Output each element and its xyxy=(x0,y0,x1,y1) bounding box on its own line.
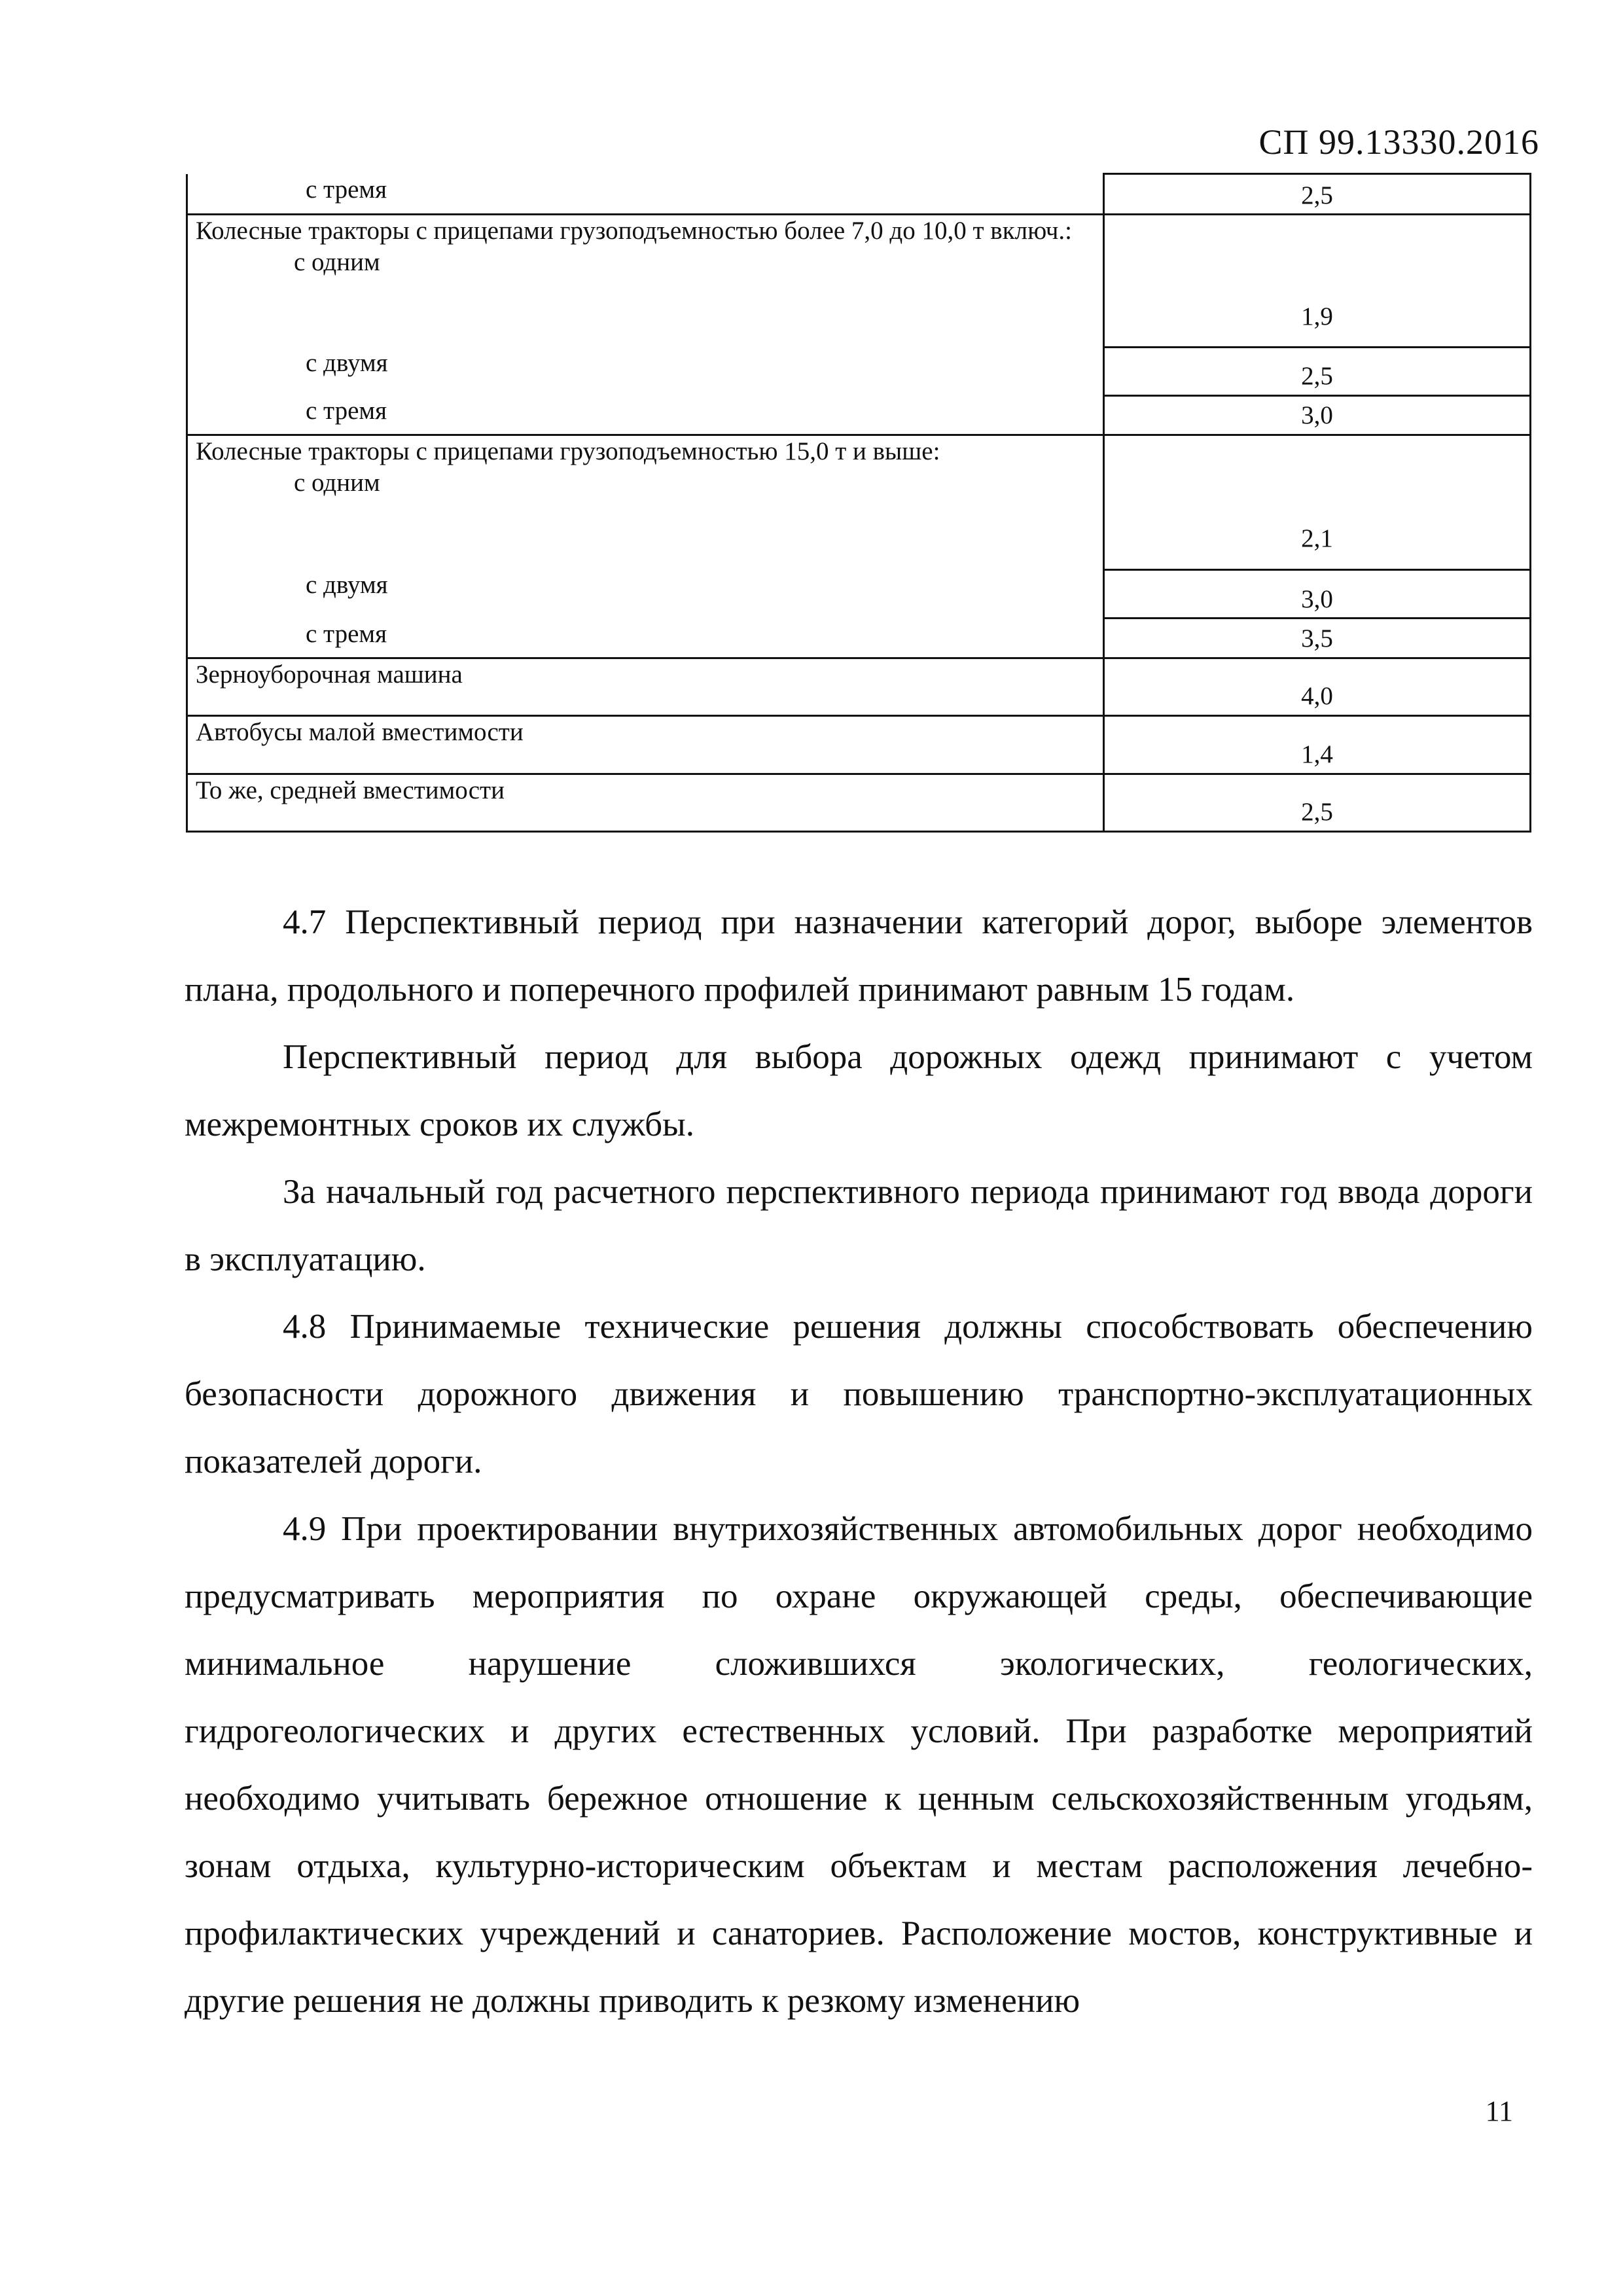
paragraph: Перспективный период для выбора дорожных одежд принимают с учетом межремонтных сроков их службы. xyxy=(185,1038,1533,1143)
table-cell-label: Колесные тракторы с прицепами грузоподъемностью 15,0 т и выше: с одним xyxy=(187,435,1104,569)
table-cell-value: 3,0 xyxy=(1104,569,1531,618)
table-cell-label: с тремя xyxy=(187,395,1104,435)
paragraph: 4.8 Принимаемые технические решения должны способствовать обеспечению безопасности дорожного движения и повышению транспортно-эксплуатационных показателей дороги. xyxy=(185,1308,1533,1480)
table-row xyxy=(187,174,1531,215)
table-row xyxy=(187,716,1531,774)
table-cell-label: Зерноуборочная машина xyxy=(187,658,1104,715)
paragraph: 4.7 Перспективный период при назначении категорий дорог, выборе элементов плана, продольного и поперечного профилей принимают равным 15 годам. xyxy=(185,903,1533,1009)
paragraph: За начальный год расчетного перспективного периода принимают год ввода дороги в эксплуатацию. xyxy=(185,1173,1533,1278)
table-row xyxy=(187,658,1531,715)
table-cell-sublabel: с одним xyxy=(294,468,380,497)
table-cell-value: 2,5 xyxy=(1104,348,1531,395)
page-number: 11 xyxy=(1485,2095,1513,2127)
table-cell-label: То же, средней вместимости xyxy=(187,774,1104,832)
table-row xyxy=(187,569,1531,618)
table-cell-sublabel: с одним xyxy=(294,247,380,276)
document-code: СП 99.13330.2016 xyxy=(1258,122,1539,162)
table-cell-label: с двумя xyxy=(187,348,1104,395)
table-row xyxy=(187,395,1531,435)
table-cell-value: 2,1 xyxy=(1104,435,1531,569)
table-cell-label: с тремя xyxy=(187,174,1104,215)
table-row xyxy=(187,435,1531,569)
table-row xyxy=(187,774,1531,832)
table-cell-value: 4,0 xyxy=(1104,658,1531,715)
table-cell-value: 1,4 xyxy=(1104,716,1531,774)
table-row xyxy=(187,619,1531,658)
table-row xyxy=(187,348,1531,395)
table-cell-value: 1,9 xyxy=(1104,215,1531,348)
table-cell-value: 2,5 xyxy=(1104,174,1531,215)
table-cell-value: 2,5 xyxy=(1104,774,1531,832)
table-cell-label: Колесные тракторы с прицепами грузоподъемностью более 7,0 до 10,0 т включ.: с одним xyxy=(187,215,1104,348)
table-cell-value: 3,0 xyxy=(1104,395,1531,435)
table-cell-label: с двумя xyxy=(187,569,1104,618)
body-text xyxy=(185,889,1533,2035)
paragraph: 4.9 При проектировании внутрихозяйственных автомобильных дорог необходимо предусматривать мероприятия по охране окружающей среды, обеспечивающие минимальное нарушение сложившихся экологических, геологических, гидрогеологических и других естественных условий. При разработке мероприятий необходимо учитывать бережное отношение к ценным сельскохозяйственным угодьям, зонам отдыха, культурно-историческим объектам и местам расположения лечебно-профилактических учреждений и санаториев. Расположение мостов, конструктивные и другие решения не должны приводить к резкому изменению xyxy=(185,1510,1533,2020)
coefficient-table xyxy=(186,173,1531,833)
table-cell-label: с тремя xyxy=(187,619,1104,658)
table-row xyxy=(187,215,1531,348)
table-cell-value: 3,5 xyxy=(1104,619,1531,658)
table-cell-label: Автобусы малой вместимости xyxy=(187,716,1104,774)
